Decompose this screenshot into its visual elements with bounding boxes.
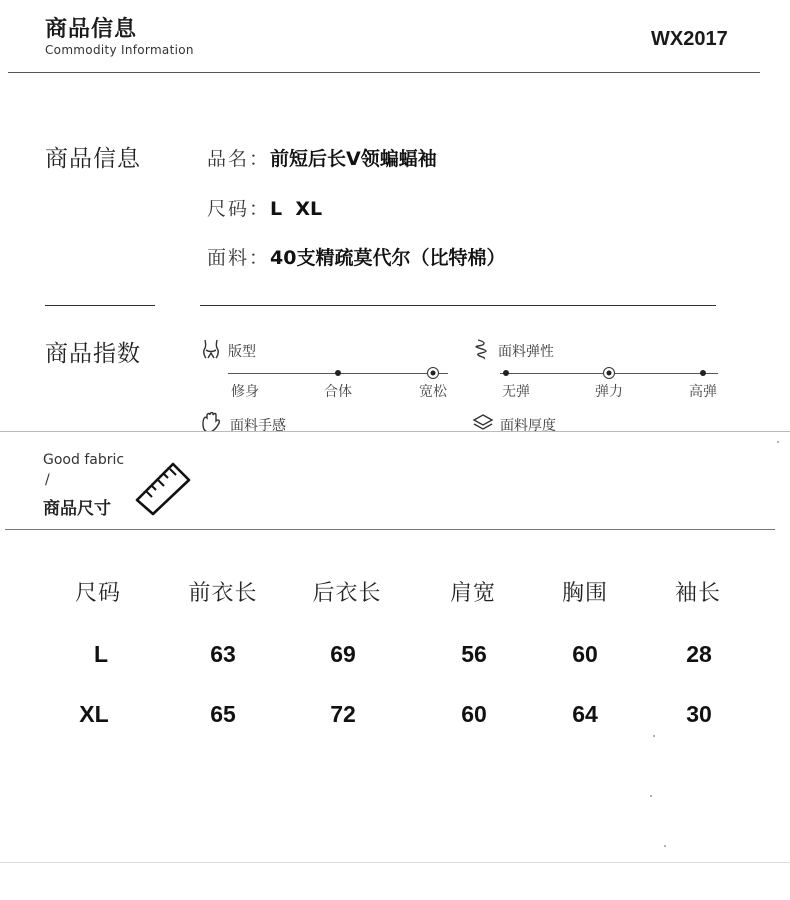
table-cell: XL: [79, 701, 109, 727]
table-cell: 63: [210, 641, 236, 667]
info-key: 面料: [207, 247, 250, 269]
header-title: 商品信息: [45, 17, 138, 42]
ruler-icon: [133, 460, 193, 520]
scale-dot: [700, 370, 706, 376]
section-divider-right: [200, 305, 716, 306]
body-shape-icon: [200, 338, 228, 364]
info-row-fabric: 面料 ： 40支精疏莫代尔（比特棉）: [207, 243, 505, 270]
info-key: 尺码: [207, 198, 250, 220]
size-table-header: 胸围: [561, 581, 609, 606]
table-cell: L: [93, 641, 109, 667]
scale-elasticity-header: [472, 338, 554, 364]
table-cell: 64: [572, 701, 598, 727]
spring-icon: [472, 338, 498, 364]
info-key: 品名: [207, 148, 250, 170]
info-value: 前短后长V领蝙蝠袖: [270, 148, 437, 170]
index-section-label: 商品指数: [45, 341, 141, 367]
product-code: WX2017: [651, 28, 728, 50]
scale-fit: [228, 373, 448, 400]
scale-elasticity: [500, 373, 718, 400]
scale-feel-header: [200, 412, 286, 431]
size-table-header: 后衣长: [312, 581, 382, 606]
size-table-header: 尺码: [74, 581, 122, 606]
scale-label: 弹力: [595, 384, 623, 400]
scale-title: 面料手感: [230, 418, 286, 431]
scale-thickness-header: [472, 412, 556, 431]
scale-label: 合体: [324, 384, 352, 400]
scale-dot: [503, 370, 509, 376]
band-divider-top: [0, 431, 790, 432]
layers-icon: [472, 412, 500, 431]
scale-label: 宽松: [419, 384, 447, 400]
scale-label: 修身: [231, 384, 259, 400]
footer-divider: [0, 862, 790, 863]
scale-fit-header: [200, 338, 256, 364]
scale-label: 高弹: [689, 384, 717, 400]
speck: [653, 735, 655, 737]
header-divider: [8, 72, 760, 73]
scale-selected-dot: [427, 367, 439, 379]
fabric-banner-en: Good fabric: [43, 452, 125, 468]
table-cell: 30: [686, 701, 712, 727]
section-divider-left: [45, 305, 155, 306]
fabric-banner-slash: /: [45, 472, 50, 488]
info-row-size: 尺码 ： L XL: [207, 194, 322, 221]
speck: [777, 441, 779, 443]
scale-title: 面料弹性: [498, 344, 554, 360]
scale-dot: [335, 370, 341, 376]
table-cell: 28: [686, 641, 712, 667]
speck: [650, 795, 652, 797]
cropped-scale-row: [0, 405, 790, 431]
fabric-banner-cn: 商品尺寸: [43, 499, 111, 519]
hand-icon: [200, 412, 230, 431]
band-divider-bottom: [5, 529, 775, 530]
size-table-header: 肩宽: [449, 581, 497, 606]
info-value: L XL: [270, 198, 323, 220]
speck: [664, 845, 666, 847]
table-cell: 65: [210, 701, 236, 727]
table-cell: 69: [330, 641, 356, 667]
size-table-header: 前衣长: [188, 581, 258, 606]
scale-label: 无弹: [502, 384, 530, 400]
scale-title: 面料厚度: [500, 418, 556, 431]
table-cell: 72: [330, 701, 356, 727]
header-subtitle: Commodity Information: [45, 43, 194, 57]
info-section-label: 商品信息: [45, 146, 141, 172]
size-table-header: 袖长: [674, 581, 722, 606]
table-cell: 56: [461, 641, 487, 667]
info-value: 40支精疏莫代尔（比特棉）: [270, 247, 506, 269]
table-cell: 60: [572, 641, 598, 667]
scale-selected-dot: [603, 367, 615, 379]
scale-title: 版型: [228, 344, 256, 360]
info-row-name: 品名 ： 前短后长V领蝙蝠袖: [207, 144, 437, 171]
table-cell: 60: [461, 701, 487, 727]
